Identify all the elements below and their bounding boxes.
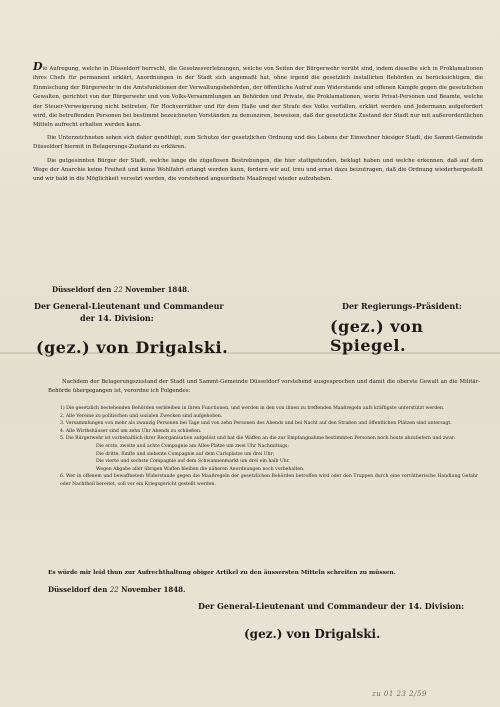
archive-pencil-note: zu 01 23 2/59 [372,690,427,698]
ordinance-item: 2. Alle Vereine zu politischen und sozialen Zwecken sind aufgehoben. [60,413,223,419]
signature-drigalski-2: (gez.) von Drigalski. [244,627,381,641]
ordinance-subitem: Die vierte und sechste Compagnie auf dem Schwannenmarkt um drei ein halb Uhr. [96,459,290,465]
ordinance-subitem: Die dritte, fünfte und siebente Compagnie auf dem Carlsplatze um drei Uhr; [96,451,275,457]
right-signatory-title: Der Regierungs-Präsident: [342,301,462,311]
paragraph-2: Die Unterzeichneten sehen sich daher genöthigt, zum Schutze der gesetzlichen Ordnung und des Lebens der Einwohner hiesiger Stadt, die Sammt-Gemeinde Düsseldorf hiermit in Belagerungs-Zustand zu erklären. [33,134,483,151]
paragraph-1: Die Aufregung, welche in Düsseldorf herrscht, die Gesetzesverletzungen, welche von Seiten der Bürgerwehr verübt sind, indem dieselbe sich in Proklamationen ihres Chefs für permanent erklärt, Anordnungen in der Stadt sich angemaßt hat, ohne irgend die gesetzlich installirten Behörden zu berücksichtigen, die Einmischung der Bürgerwehr in die Amtsfunktionen der Verwaltungsbehörden, der öffentliche Aufruf zum Widerstande und offenen Kampfe gegen die gesetzlichen Gewalten, gerichtet von der Bürgerwehr und von Volks-Versammlungen an Behörden und Private, die Proklamationen, worin Privat-Personen und Beamte, welche der Steuer-Verweigerung nicht beitreten, für Hochverräther und für dem Haße und der Strafe des Volks verfallen, erklärt werden und Jedermann aufgefordert wird, die betreffenden Personen bei bestimmt bezeichneten Vorständen zu denunziren, beweisen, daß der gesetzliche Zustand der Stadt nur mit außerordentlichen Mitteln aufrecht erhalten werden kann. [33,60,483,129]
ordinance-item: 6. Wer in offenem und bewaffnetem Widerstande gegen die Maaßregeln der gesetzlichen Behörden betroffen wird oder den Truppen durch eine verrätherische Handlung Gefahr oder Nachtheil bereitet, soll vor ein Kriegsgericht gestellt werden. [60,474,478,487]
paragraph-3: Die gutgesinnten Bürger der Stadt, welche lange die zügellosen Bestrebungen, die hier stattgefunden, beklagt haben und welche erkennen, daß auf dem Wege der Anarchie keine Freiheit und keine Wohlfahrt erlangt werden kann, fordern wir auf, treu und ernst dazu beizutragen, daß die Ordnung wiederhergestellt und wir bald in die Möglichkeit versetzt werden, die vorstehend angeordnete Maaßregel wieder aufzuheben. [33,157,483,183]
ordinance-item: 5. Die Bürgerwehr ist vorbehaltlich ihrer Reorganisation aufgelöst und hat die Waffen an die zur Empfangnahme bestimmten Personen noch heute abzuliefern und zwar: [60,436,456,442]
signature-spiegel: (gez.) von Spiegel. [330,317,424,355]
signature-drigalski-1: (gez.) von Drigalski. [36,338,229,357]
dateline-2: Düsseldorf den 22 November 1848. [48,585,186,594]
signatory-title-2: Der General-Lieutenant und Commandeur der 14. Division: [198,601,465,611]
left-signatory-title: Der General-Lieutenant und Commandeur der 14. Division: [34,301,224,323]
ordinance-item: 1) Die gesetzlich bestehenden Behörden verbleiben in ihren Functionen, und werden in den von ihnen zu treffenden Maaßregeln aufs kräftigste unterstützt werden. [60,406,445,411]
closing-statement: Es würde mir leid thun zur Aufrechthaltung obiger Artikel zu den äussersten Mitteln schreiten zu müssen. [48,570,396,576]
date-handwritten-day: 22 [109,586,119,594]
ordinance-item: 4. Alle Wirthshäuser sind um zehn Uhr Abends zu schließen. [60,428,202,434]
ordinance-subitem: Wegen Abgabe aller übrigen Waffen bleiben die näheren Anordnungen noch vorbehalten. [96,466,305,472]
ordinance-item: 3. Versammlungen von mehr als zwanzig Personen bei Tage und von zehn Personen des Abends und bei Nacht auf den Straßen und öffentlichen Plätzen sind untersagt. [60,421,452,427]
ordinance-subitem: Die erste, zweite und achte Compagnie am Alles-Platze um zwei Uhr Nachmittags; [96,443,289,449]
proclamation-1-body [33,60,483,185]
ordinance-list [60,405,478,489]
proclamation-2-intro: Nachdem der Belagerungszustand der Stadt und Sammt-Gemeinde Düsseldorf vorstehend ausgesprochen und damit die oberste Gewalt an die Militär-Behörde übergegangen ist, verordne ich Folgendes: [48,379,480,395]
drop-cap: D [33,60,43,73]
date-handwritten-day: 22 [113,286,123,294]
dateline-1: Düsseldorf den 22 November 1848. [52,285,190,294]
